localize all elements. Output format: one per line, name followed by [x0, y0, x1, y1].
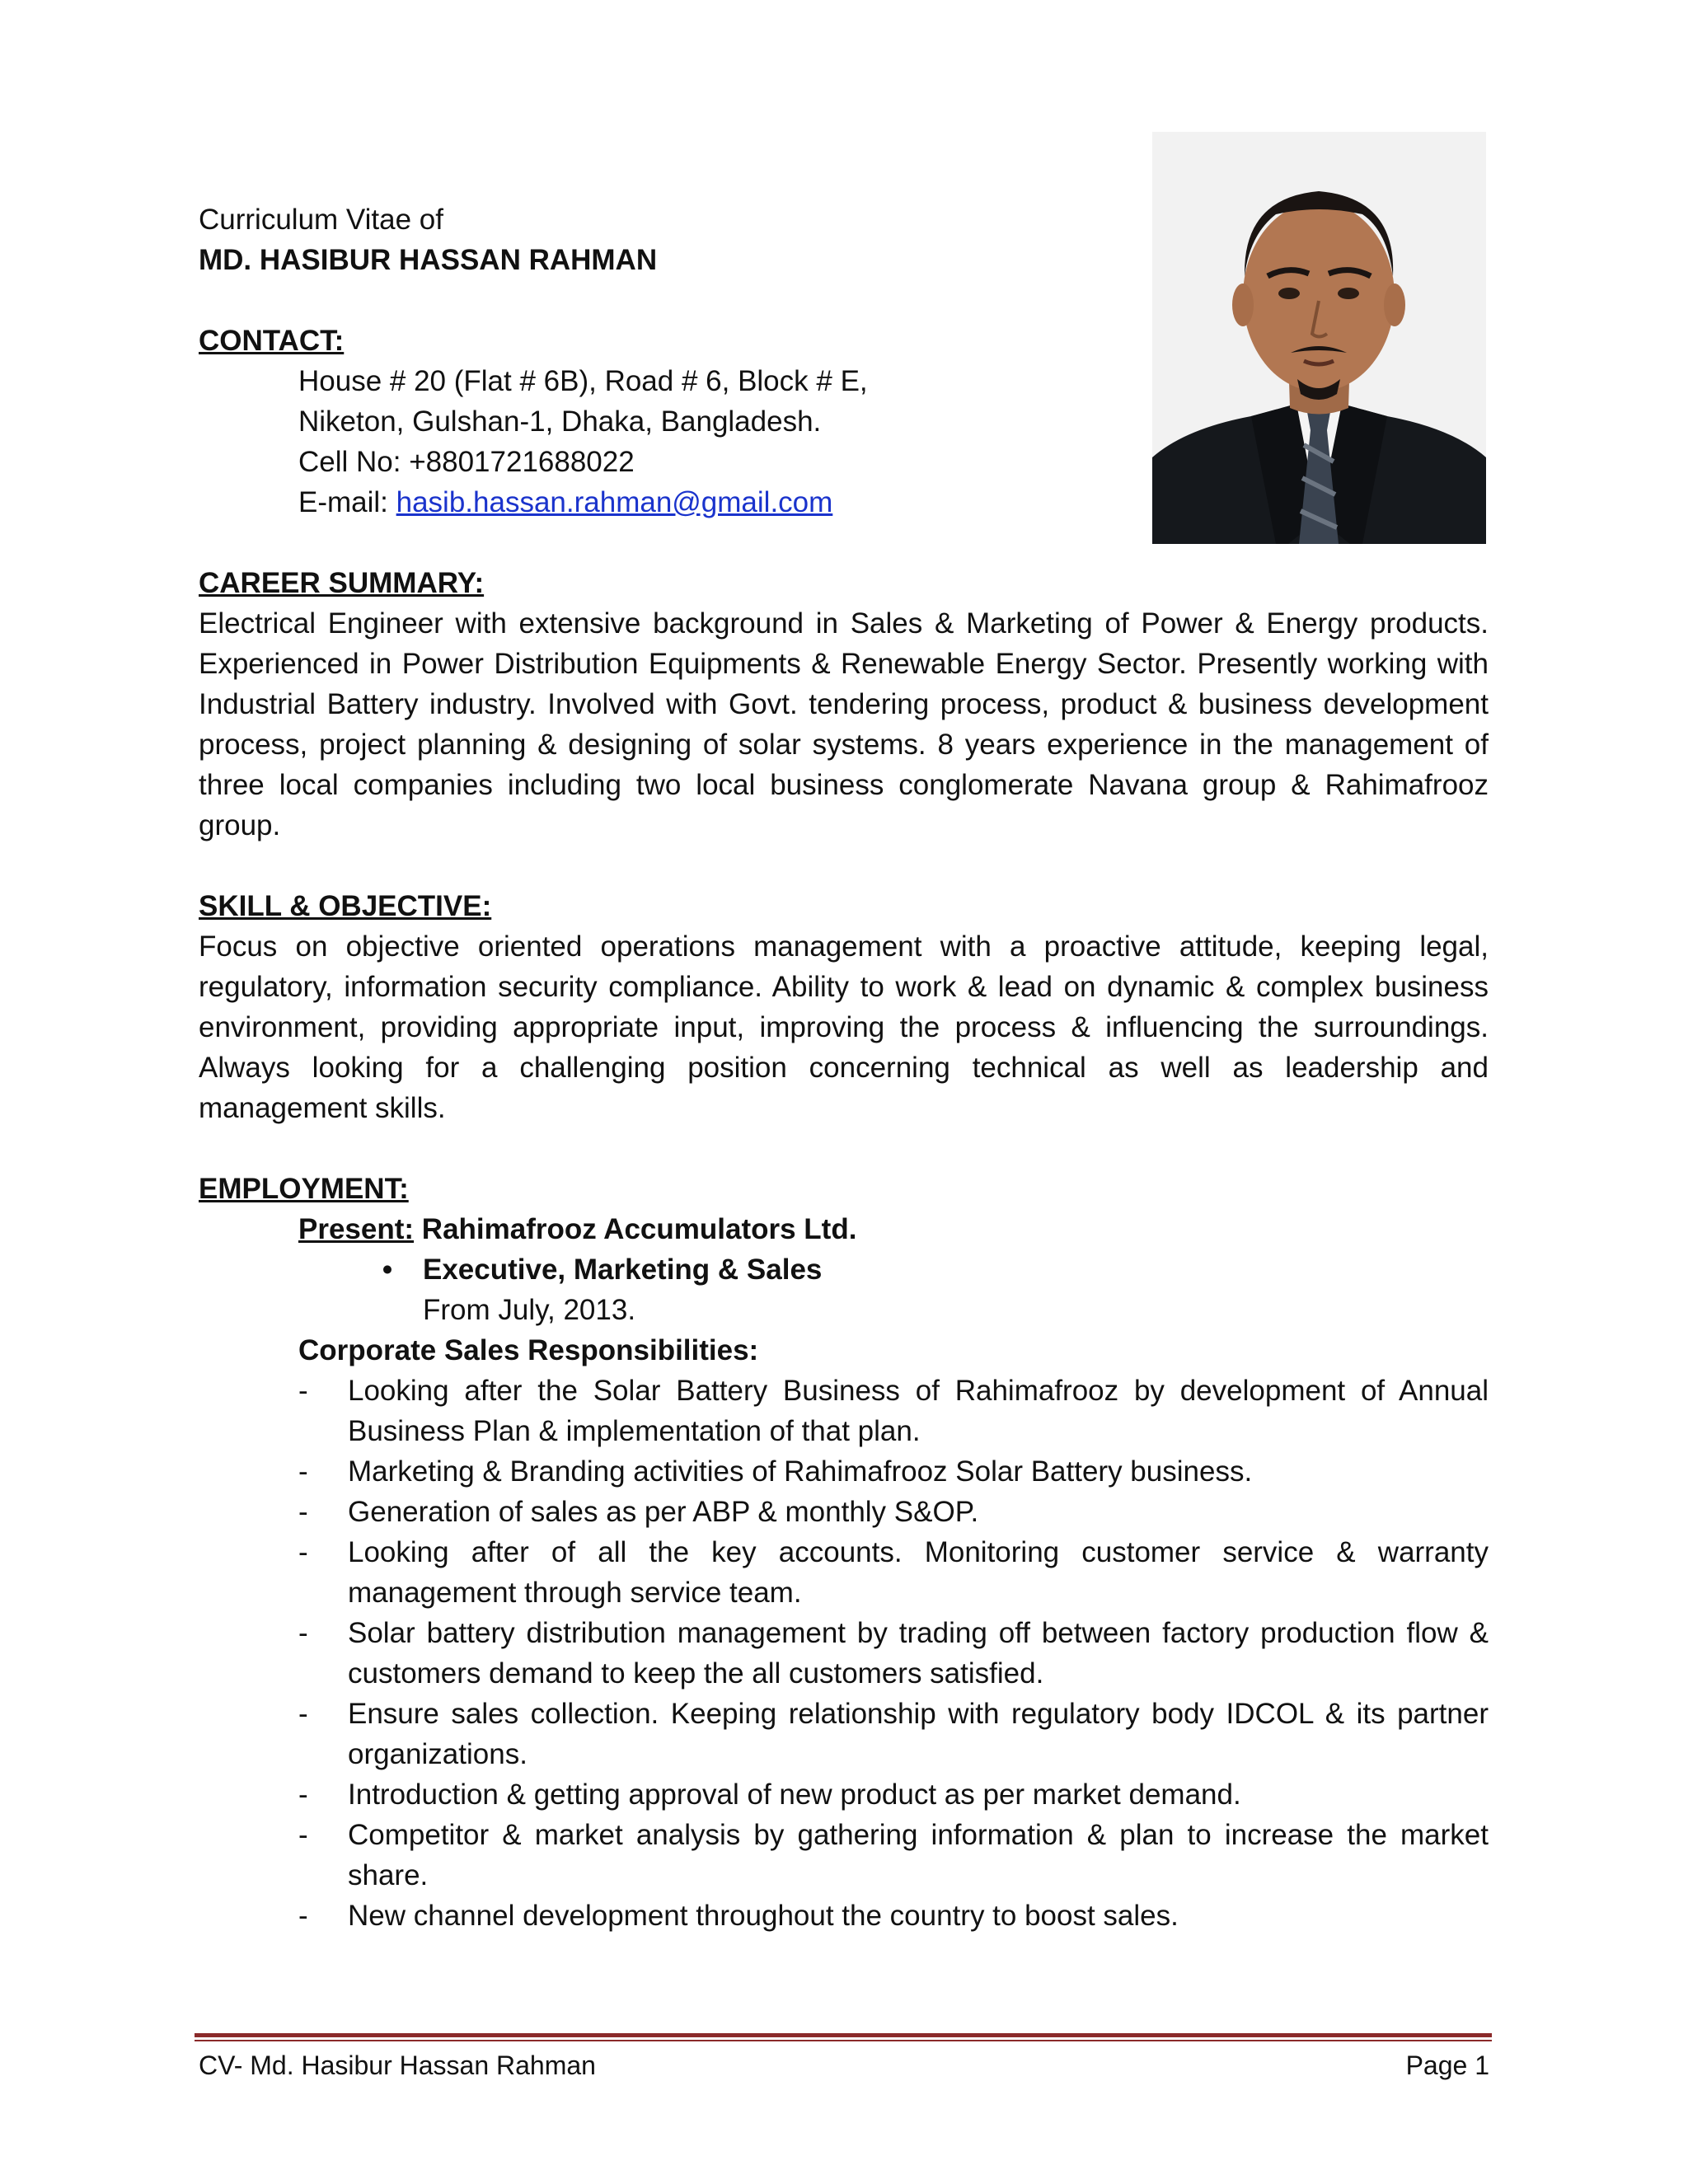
list-item: - Ensure sales collection. Keeping relationship with regulatory body IDCOL & its partner organizations.	[199, 1694, 1489, 1774]
list-item: - Generation of sales as per ABP & monthly S&OP.	[199, 1492, 1489, 1532]
dash-marker: -	[298, 1900, 308, 1932]
email-row	[199, 482, 1489, 523]
cv-content	[199, 199, 1489, 1936]
contact-heading: CONTACT:	[199, 325, 345, 357]
dash-marker: -	[298, 1536, 308, 1568]
position-row	[199, 1249, 1489, 1290]
email-label: E-mail:	[298, 486, 396, 518]
list-item: - Solar battery distribution management by trading off between factory production flow & customers demand to keep the all customers satisfied.	[199, 1613, 1489, 1694]
dash-marker: -	[298, 1455, 308, 1488]
bullet-icon: •	[382, 1254, 393, 1286]
footer-divider	[195, 2033, 1492, 2043]
dash-marker: -	[298, 1779, 308, 1811]
skill-objective-heading: SKILL & OBJECTIVE:	[199, 890, 492, 922]
address-line-1: House # 20 (Flat # 6B), Road # 6, Block # E,	[298, 365, 868, 397]
present-label: Present:	[298, 1213, 415, 1245]
career-summary-text: Electrical Engineer with extensive background in Sales & Marketing of Power & Energy products. Experienced in Power Distribution Equipments & Renewable Energy Sector. Presently working with Industrial Battery industry. Involved with Govt. tendering process, product & business development process, project planning & designing of solar systems. 8 years experience in the management of three local companies including two local business conglomerate Navana group & Rahimafrooz group.	[199, 607, 1489, 841]
career-summary-heading: CAREER SUMMARY:	[199, 567, 485, 599]
list-item: - Looking after the Solar Battery Business of Rahimafrooz by development of Annual Business Plan & implementation of that plan.	[199, 1371, 1489, 1451]
candidate-name: MD. HASIBUR HASSAN RAHMAN	[199, 244, 658, 276]
footer-page-number: Page 1	[1405, 2050, 1489, 2080]
dash-marker: -	[298, 1617, 308, 1649]
dash-marker: -	[298, 1496, 308, 1528]
list-item: - Introduction & getting approval of new product as per market demand.	[199, 1774, 1489, 1815]
footer-document-title: CV- Md. Hasibur Hassan Rahman	[199, 2050, 596, 2080]
email-link[interactable]: hasib.hassan.rahman@gmail.com	[396, 486, 833, 518]
responsibilities-heading: Corporate Sales Responsibilities:	[298, 1334, 759, 1366]
employment-heading: EMPLOYMENT:	[199, 1173, 409, 1205]
position-title: Executive, Marketing & Sales	[423, 1254, 823, 1286]
dash-marker: -	[298, 1375, 308, 1407]
position-start-date: From July, 2013.	[423, 1294, 636, 1326]
list-item: - New channel development throughout the country to boost sales.	[199, 1896, 1489, 1936]
present-employer	[199, 1209, 1489, 1249]
list-item: - Looking after of all the key accounts. Monitoring customer service & warranty management through service team.	[199, 1532, 1489, 1613]
company-name: Rahimafrooz Accumulators Ltd.	[414, 1213, 857, 1245]
list-item: - Competitor & market analysis by gathering information & plan to increase the market share.	[199, 1815, 1489, 1896]
list-item: - Marketing & Branding activities of Rahimafrooz Solar Battery business.	[199, 1451, 1489, 1492]
cv-intro: Curriculum Vitae of	[199, 204, 443, 236]
dash-marker: -	[298, 1698, 308, 1730]
dash-marker: -	[298, 1819, 308, 1851]
skill-objective-text: Focus on objective oriented operations management with a proactive attitude, keeping legal, regulatory, information security compliance. Ability to work & lead on dynamic & complex business environment, providing appropriate input, improving the process & influencing the surroundings. Always looking for a challenging position concerning technical as well as leadership and management skills.	[199, 930, 1489, 1124]
address-line-2: Niketon, Gulshan-1, Dhaka, Bangladesh.	[298, 405, 822, 438]
responsibilities-list	[199, 1371, 1489, 1936]
cell-number: Cell No: +8801721688022	[298, 446, 635, 478]
